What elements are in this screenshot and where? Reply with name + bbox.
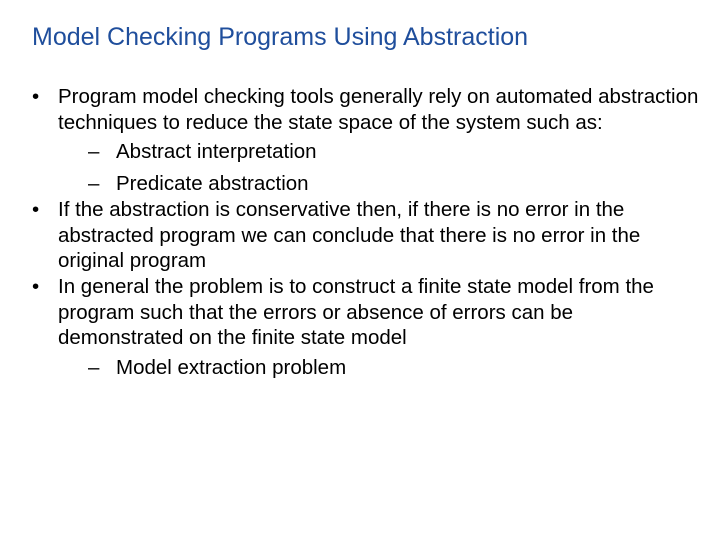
sub-item-text: Model extraction problem <box>116 356 347 380</box>
bullet-text: If the abstraction is conservative then, if there is no error in the abstracted program we can conclude that there is no error in the original program <box>58 197 641 273</box>
bullet-item <box>32 84 704 197</box>
bullet-list <box>32 84 704 387</box>
bullet-marker: • <box>32 197 40 221</box>
bullet-text: In general the problem is to construct a finite state model from the program such that the errors or absence of errors can be demonstrated on the finite state model <box>58 274 654 350</box>
dash-marker: – <box>88 356 100 380</box>
sub-list <box>58 139 704 196</box>
dash-marker: – <box>88 140 100 164</box>
bullet-marker: • <box>32 85 40 108</box>
sub-item <box>88 355 704 381</box>
dash-marker: – <box>88 172 100 196</box>
bullet-text: Program model checking tools generally rely on automated abstraction techniques to reduce the state space of the system such as: <box>58 85 699 134</box>
bullet-item <box>32 274 704 381</box>
sub-item <box>88 139 704 165</box>
slide-title: Model Checking Programs Using Abstraction <box>32 23 529 51</box>
sub-item-text: Predicate abstraction <box>116 172 309 196</box>
sub-item-text: Abstract interpretation <box>116 140 317 164</box>
sub-list <box>58 355 704 381</box>
bullet-item <box>32 197 704 274</box>
sub-item <box>88 171 704 197</box>
bullet-marker: • <box>32 274 40 298</box>
